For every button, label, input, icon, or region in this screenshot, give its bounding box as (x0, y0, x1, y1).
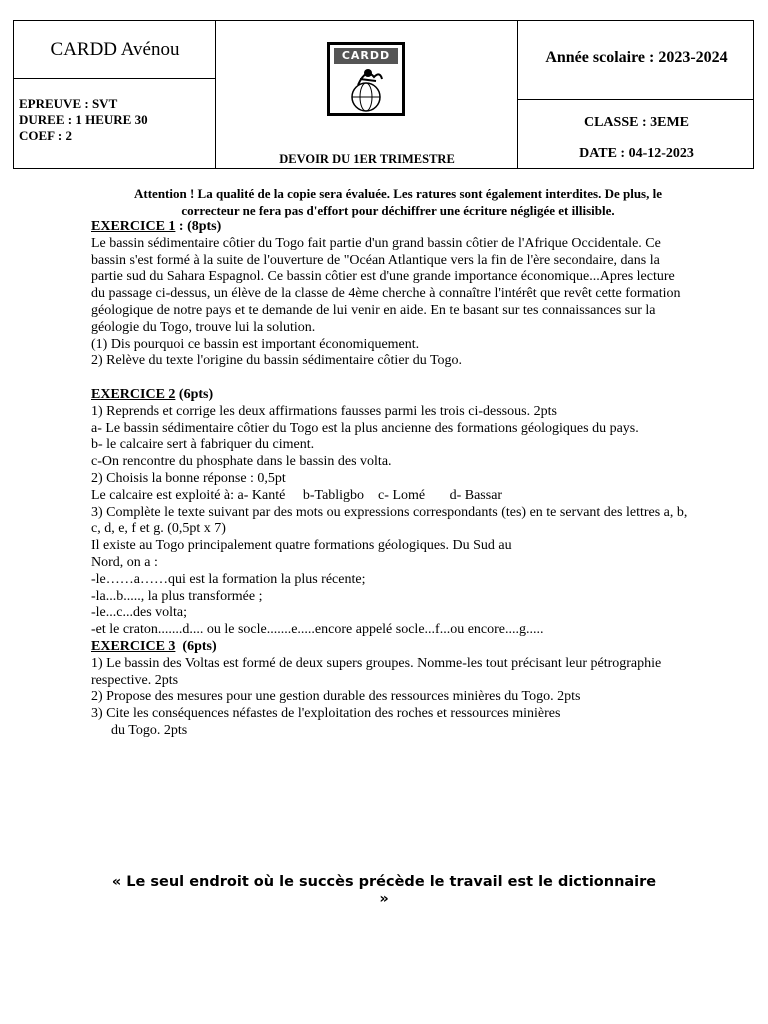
header-table (13, 20, 754, 169)
divider (517, 99, 754, 100)
exercise-1-points: : (8pts) (175, 219, 222, 234)
exercise-2-title (91, 387, 691, 404)
exam-content (91, 186, 691, 740)
exam-duration: DUREE : 1 HEURE 30 (19, 112, 148, 127)
exercise-3-title (91, 639, 691, 656)
exercise-2-intro-1: Il existe au Togo principalement quatre formations géologiques. Du Sud au (91, 538, 512, 554)
exercise-2-q1: 1) Reprends et corrige les deux affirmations fausses parmi les trois ci-dessous. 2pts (91, 403, 557, 419)
exercise-2-c: c-On rencontre du phosphate dans le bassin des volta. (91, 454, 392, 470)
divider (14, 78, 216, 79)
exam-date: DATE : 04-12-2023 (579, 146, 694, 161)
exam-subject: EPREUVE : SVT (19, 96, 118, 111)
exercise-2-q3: 3) Complète le texte suivant par des mots ou expressions correspondants (tes) en te servant des lettres a, b, c, d, e, f et g. (0,5pt x 7) (91, 504, 688, 537)
exercise-2-points: (6pts) (175, 386, 214, 402)
closing-quote: « Le seul endroit où le succès précède le travail est le dictionnaire » (111, 874, 657, 907)
exercise-1-label: EXERCICE 1 (91, 219, 176, 234)
exercise-2-line-1: -le……a……qui est la formation la plus récente; (91, 571, 366, 587)
logo-text: CARDD (334, 48, 398, 64)
exercise-1-q1: (1) Dis pourquoi ce bassin est important économiquement. (91, 336, 420, 352)
exercise-2-label: EXERCICE 2 (91, 386, 176, 402)
exercise-1-q2: 2) Relève du texte l'origine du bassin sédimentaire côtier du Togo. (91, 353, 463, 369)
school-logo (327, 42, 405, 116)
exercise-2-choices: Le calcaire est exploité à: a- Kanté b-Tabligbo c- Lomé d- Bassar (91, 487, 503, 503)
exam-coef: COEF : 2 (19, 128, 72, 143)
exercise-2-a: a- Le bassin sédimentaire côtier du Togo est la plus ancienne des formations géologiques du pays. (91, 420, 639, 436)
exercise-1-text: Le bassin sédimentaire côtier du Togo fait partie d'un grand bassin côtier de l'Afrique Occidentale. Ce bassin s'est formé à la suite de l'ouverture de "Océan Atlantique vers la fin de l'ère secondaire, dans la partie sud du Sahara Espagnol. Ce bassin côtier est d'une grande importance économique...Apres lecture du passage ci-dessus, un élève de la classe de 4ème cherche à connaître l'intérêt que revêt cette formation géologique de notre pays et te demande de lui venir en aide. En te basant sur tes connaissances sur la géologie du Togo, trouve lui la solution. (91, 235, 681, 335)
exercise-2-line-2: -la...b....., la plus transformée ; (91, 588, 263, 604)
school-year: Année scolaire : 2023-2024 (545, 49, 728, 66)
exam-info (19, 96, 148, 144)
exercise-3-q3-cont: du Togo. 2pts (111, 722, 188, 738)
notice: Attention ! La qualité de la copie sera évaluée. Les ratures sont également interdites. De plus, le correcteur ne fera pas d'effort pour déchiffrer une écriture négligée et illisible. (134, 186, 662, 218)
devoir-title: DEVOIR DU 1ER TRIMESTRE (279, 152, 455, 166)
exercise-1-title (91, 219, 691, 236)
exercise-2-line-4: -et le craton.......d.... ou le socle.......e.....encore appelé socle...f...ou encore....g..... (91, 622, 544, 638)
logo-globe-icon (330, 63, 402, 113)
exercise-2-line-3: -le...c...des volta; (91, 605, 188, 621)
school-name: CARDD Avénou (50, 39, 180, 60)
exercise-3-q1: 1) Le bassin des Voltas est formé de deux supers groupes. Nomme-les tout précisant leur pétrographie respective. 2pts (91, 655, 662, 688)
exercise-3-label: EXERCICE 3 (91, 638, 176, 654)
exercise-3-points: (6pts) (175, 638, 217, 654)
exercise-3-q2: 2) Propose des mesures pour une gestion durable des ressources minières du Togo. 2pts (91, 689, 581, 705)
class-level: CLASSE : 3EME (583, 115, 690, 130)
exercise-2-q2: 2) Choisis la bonne réponse : 0,5pt (91, 470, 286, 486)
exercise-2-intro-2: Nord, on a : (91, 554, 158, 570)
exercise-3-q3: 3) Cite les conséquences néfastes de l'exploitation des roches et ressources minières (91, 706, 561, 722)
exercise-2-b: b- le calcaire sert à fabriquer du ciment. (91, 437, 315, 453)
